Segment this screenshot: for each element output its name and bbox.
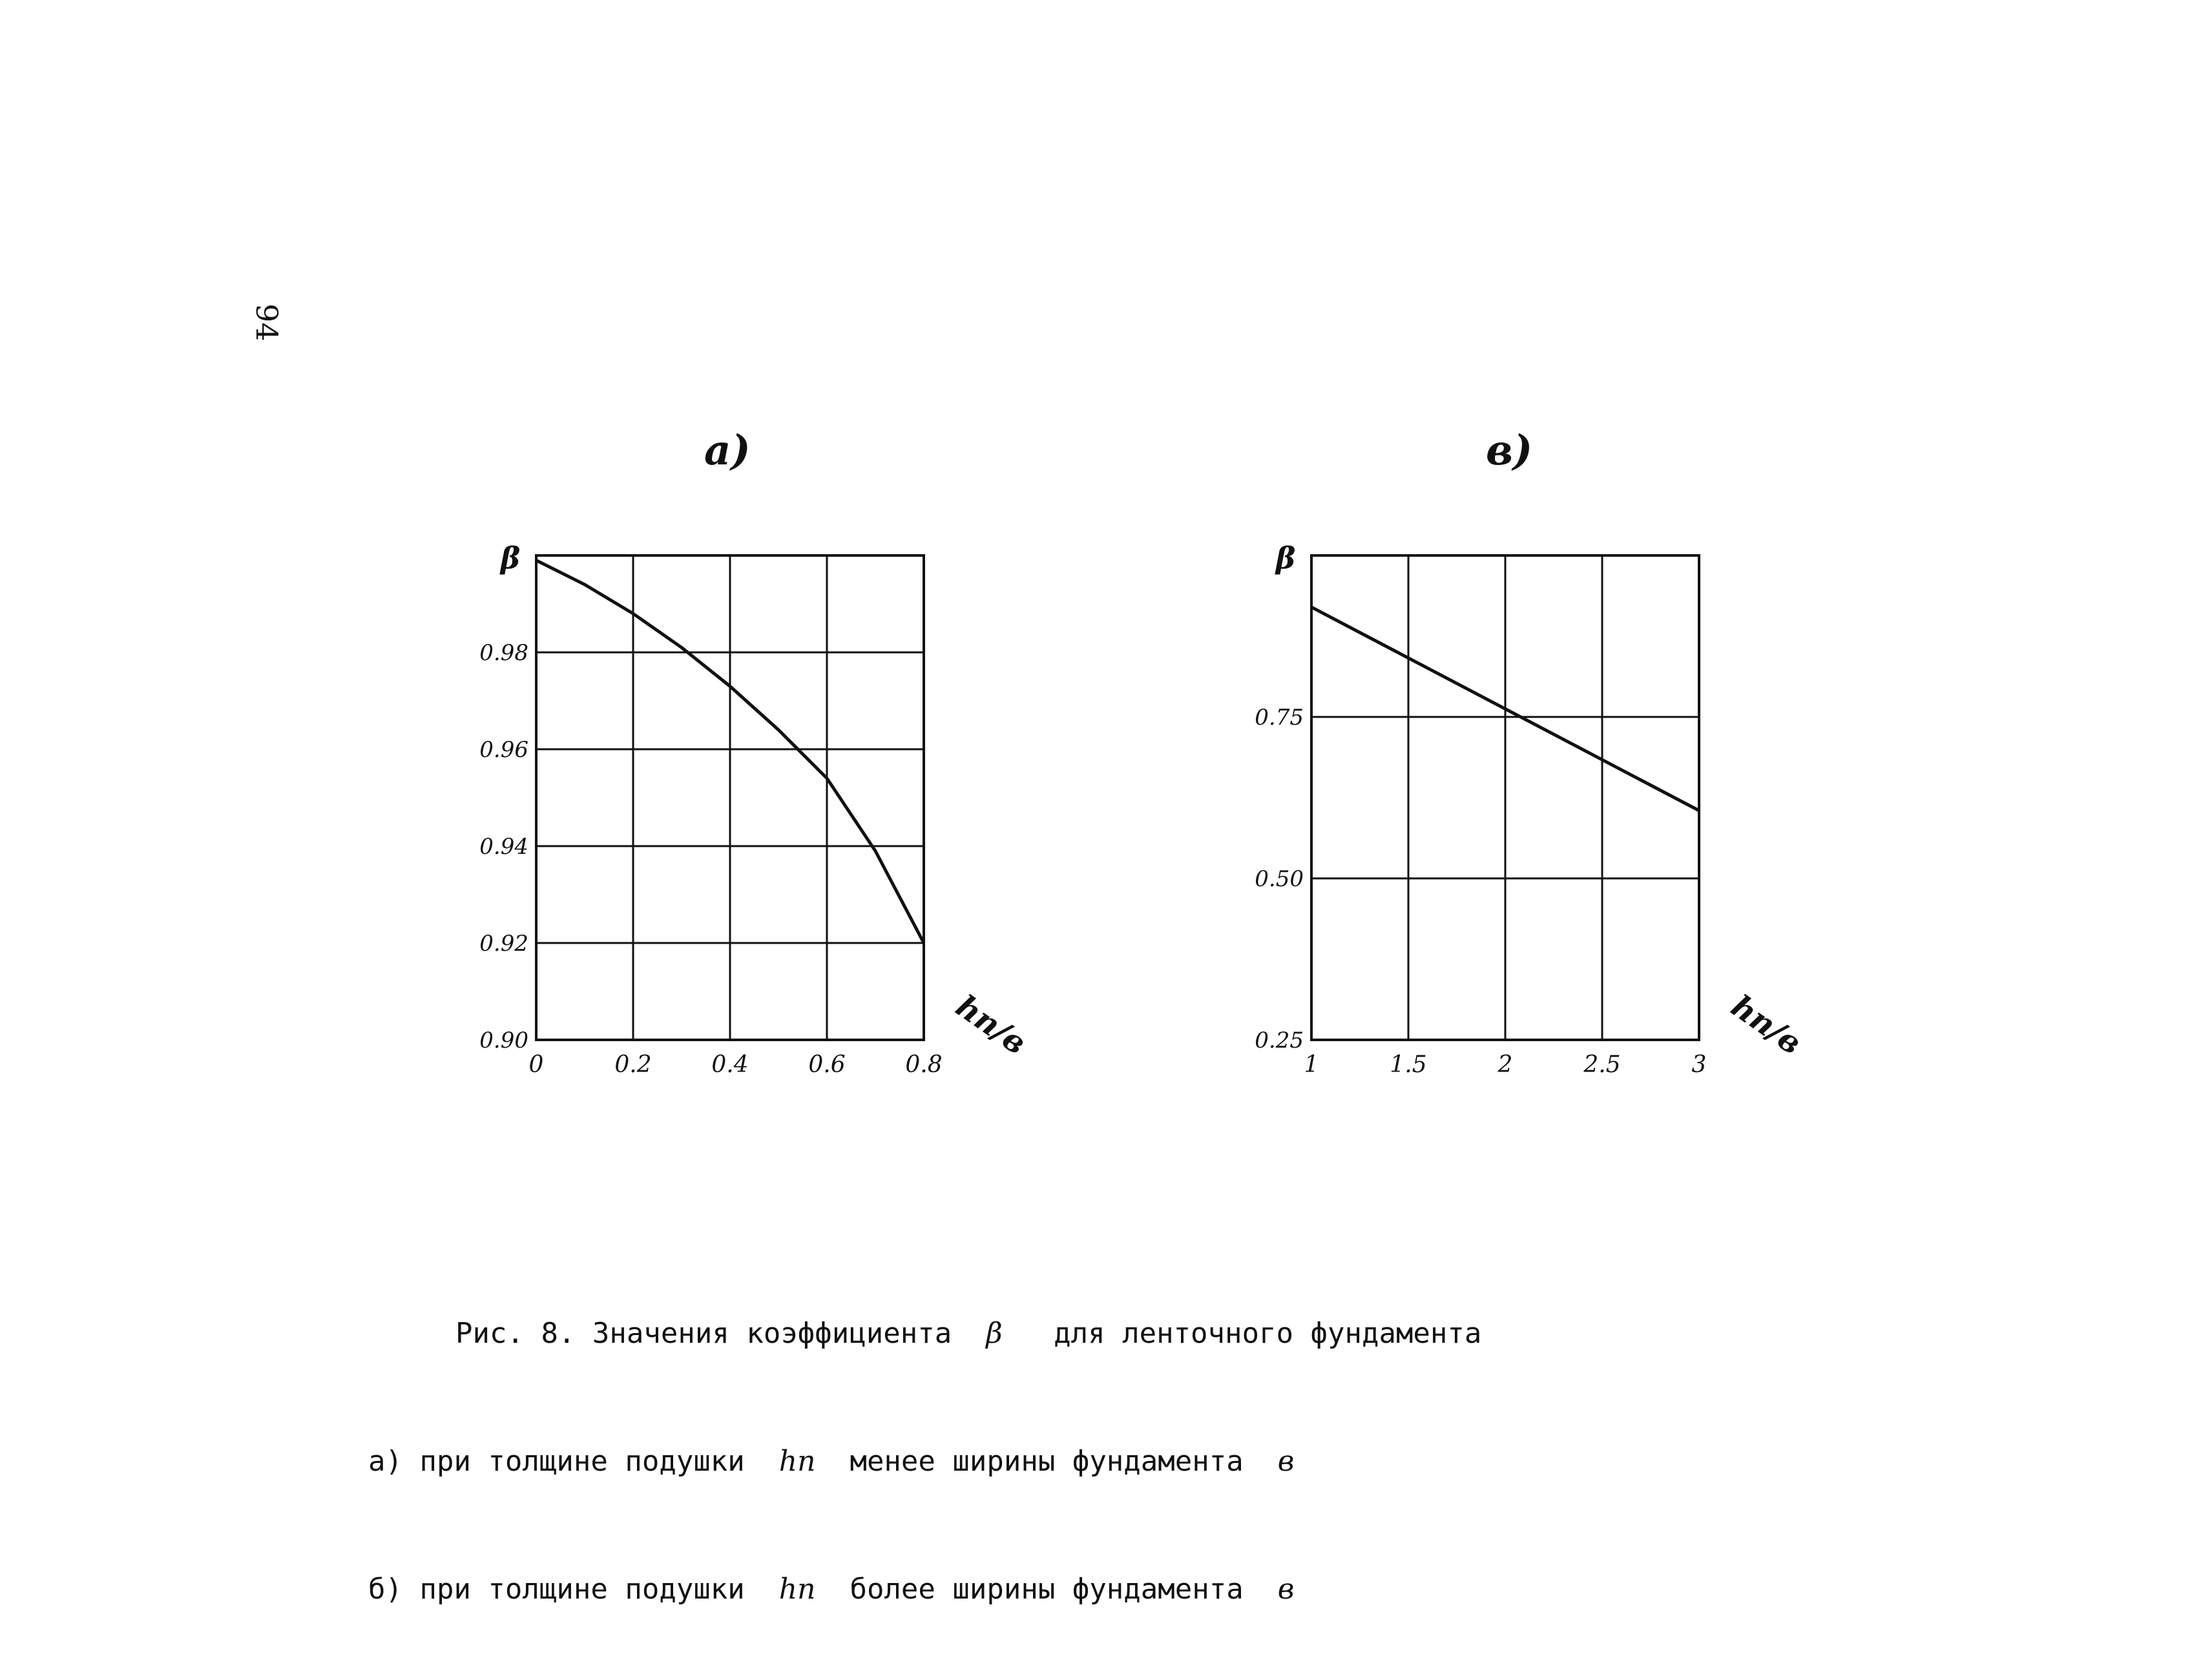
caption-line1-prefix: Рис. 8. Значения коэффициента bbox=[455, 1317, 952, 1350]
caption-line3-symbol: hп bbox=[778, 1573, 816, 1606]
panel-b-label: в) bbox=[1486, 426, 1533, 475]
chart-b-x-tick-label: 2.5 bbox=[1583, 1051, 1621, 1078]
caption-line3-prefix: б) при толщине подушки bbox=[368, 1573, 745, 1606]
chart-a-x-tick-label: 0 bbox=[528, 1051, 544, 1078]
caption-line-1 bbox=[368, 1312, 1481, 1355]
chart-b-y-tick-label: 0.25 bbox=[1255, 1028, 1304, 1053]
chart-b-y-tick-label: 0.75 bbox=[1255, 705, 1304, 730]
caption-line2-symbol2: в bbox=[1277, 1445, 1295, 1478]
caption-line3-symbol2: в bbox=[1277, 1573, 1295, 1606]
chart-b-x-tick-label: 2 bbox=[1497, 1051, 1513, 1078]
caption-line-2 bbox=[368, 1440, 1481, 1483]
chart-b-x-tick-label: 1.5 bbox=[1390, 1051, 1427, 1078]
caption-beta-symbol: β bbox=[986, 1317, 1003, 1350]
chart-a-y-tick-label: 0.96 bbox=[479, 737, 528, 763]
caption-line2-prefix: а) при толщине подушки bbox=[368, 1445, 745, 1478]
chart-a-x-tick-label: 0.8 bbox=[905, 1051, 943, 1078]
chart-b-x-tick-label: 1 bbox=[1304, 1051, 1319, 1078]
chart-b-y-tick-label: 0.50 bbox=[1255, 866, 1304, 892]
caption-line1-suffix: для ленточного фундамента bbox=[1054, 1317, 1482, 1350]
page-number: 94 bbox=[249, 304, 284, 342]
panel-a-label: а) bbox=[704, 426, 751, 475]
chart-b-x-tick-label: 3 bbox=[1691, 1051, 1707, 1078]
chart-a-y-tick-label: 0.98 bbox=[479, 640, 528, 666]
figure-caption bbox=[368, 1227, 1481, 1653]
chart-b bbox=[1255, 541, 1808, 1078]
chart-a bbox=[479, 541, 1033, 1078]
chart-a-x-tick-label: 0.2 bbox=[614, 1051, 652, 1078]
chart-a-y-tick-label: 0.94 bbox=[479, 834, 528, 860]
caption-line-3 bbox=[368, 1568, 1481, 1611]
chart-b-x-axis-label: hп/в bbox=[1724, 988, 1808, 1062]
caption-line3-mid: более ширины фундамента bbox=[850, 1573, 1244, 1606]
chart-a-x-tick-label: 0.4 bbox=[711, 1051, 749, 1078]
chart-a-x-axis-label: hп/в bbox=[949, 988, 1033, 1062]
chart-a-y-axis-label: β bbox=[500, 541, 521, 575]
chart-a-y-tick-label: 0.90 bbox=[479, 1028, 528, 1053]
caption-line2-mid: менее ширины фундамента bbox=[850, 1445, 1244, 1478]
caption-line2-symbol: hп bbox=[778, 1445, 816, 1478]
chart-b-y-axis-label: β bbox=[1275, 541, 1296, 575]
chart-a-x-tick-label: 0.6 bbox=[808, 1051, 846, 1078]
chart-a-y-tick-label: 0.92 bbox=[479, 931, 528, 957]
